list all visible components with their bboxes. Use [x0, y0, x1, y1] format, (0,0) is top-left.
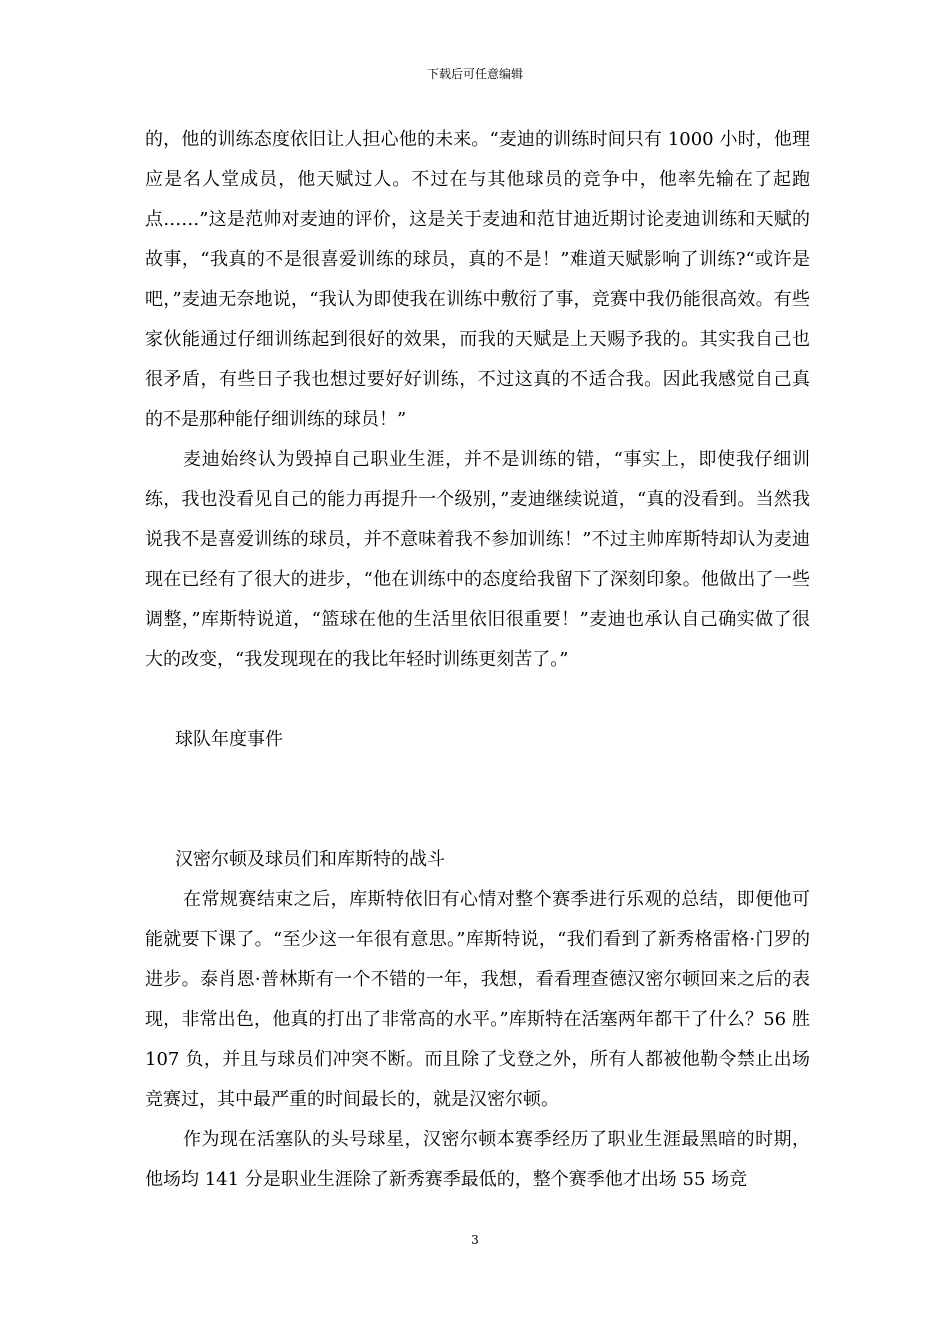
page-number: 3	[471, 1233, 479, 1247]
document-body	[145, 120, 810, 1200]
paragraph-1: 的，他的训练态度依旧让人担心他的未来。“麦迪的训练时间只有 1000 小时，他理应是名人堂成员，他天赋过人。不过在与其他球员的竞争中，他率先输在了起跑点……”这是范帅对麦迪的评价，这是关于麦迪和范甘迪近期讨论麦迪训练和天赋的故事，“我真的不是很喜爱训练的球员，真的不是！”难道天赋影响了训练?“或许是吧，”麦迪无奈地说，“我认为即使我在训练中敷衍了事，竞赛中我仍能很高效。有些家伙能通过仔细训练起到很好的效果，而我的天赋是上天赐予我的。其实我自己也很矛盾，有些日子我也想过要好好训练，不过这真的不适合我。因此我感觉自己真的不是那种能仔细训练的球员！”	[145, 129, 810, 430]
page-header: 下载后可任意编辑	[426, 67, 523, 81]
section-heading-hamilton: 汉密尔顿及球员们和库斯特的战斗	[175, 849, 445, 870]
paragraph-2: 麦迪始终认为毁掉自己职业生涯，并不是训练的错，“事实上，即使我仔细训练，我也没看见自己的能力再提升一个级别，”麦迪继续说道，“真的没看到。当然我说我不是喜爱训练的球员，并不意味着我不参加训练！”不过主帅库斯特却认为麦迪现在已经有了很大的进步，“他在训练中的态度给我留下了深刻印象。他做出了一些调整，”库斯特说道，“篮球在他的生活里依旧很重要！”麦迪也承认自己确实做了很大的改变，“我发现现在的我比年轻时训练更刻苦了。”	[145, 449, 810, 670]
paragraph-3: 在常规赛结束之后，库斯特依旧有心情对整个赛季进行乐观的总结，即便他可能就要下课了。“至少这一年很有意思。”库斯特说，“我们看到了新秀格雷格·门罗的进步。泰肖恩·普林斯有一个不错的一年，我想，看看理查德汉密尔顿回来之后的表现，非常出色，他真的打出了非常高的水平。”库斯特在活塞两年都干了什么？56 胜 107 负，并且与球员们冲突不断。而且除了戈登之外，所有人都被他勒令禁止出场竞赛过，其中最严重的时间最长的，就是汉密尔顿。	[145, 889, 810, 1110]
section-heading-team-events: 球队年度事件	[175, 729, 283, 750]
paragraph-4: 作为现在活塞队的头号球星，汉密尔顿本赛季经历了职业生涯最黑暗的时期，他场均 141 分是职业生涯除了新秀赛季最低的，整个赛季他才出场 55 场竞	[145, 1129, 810, 1190]
